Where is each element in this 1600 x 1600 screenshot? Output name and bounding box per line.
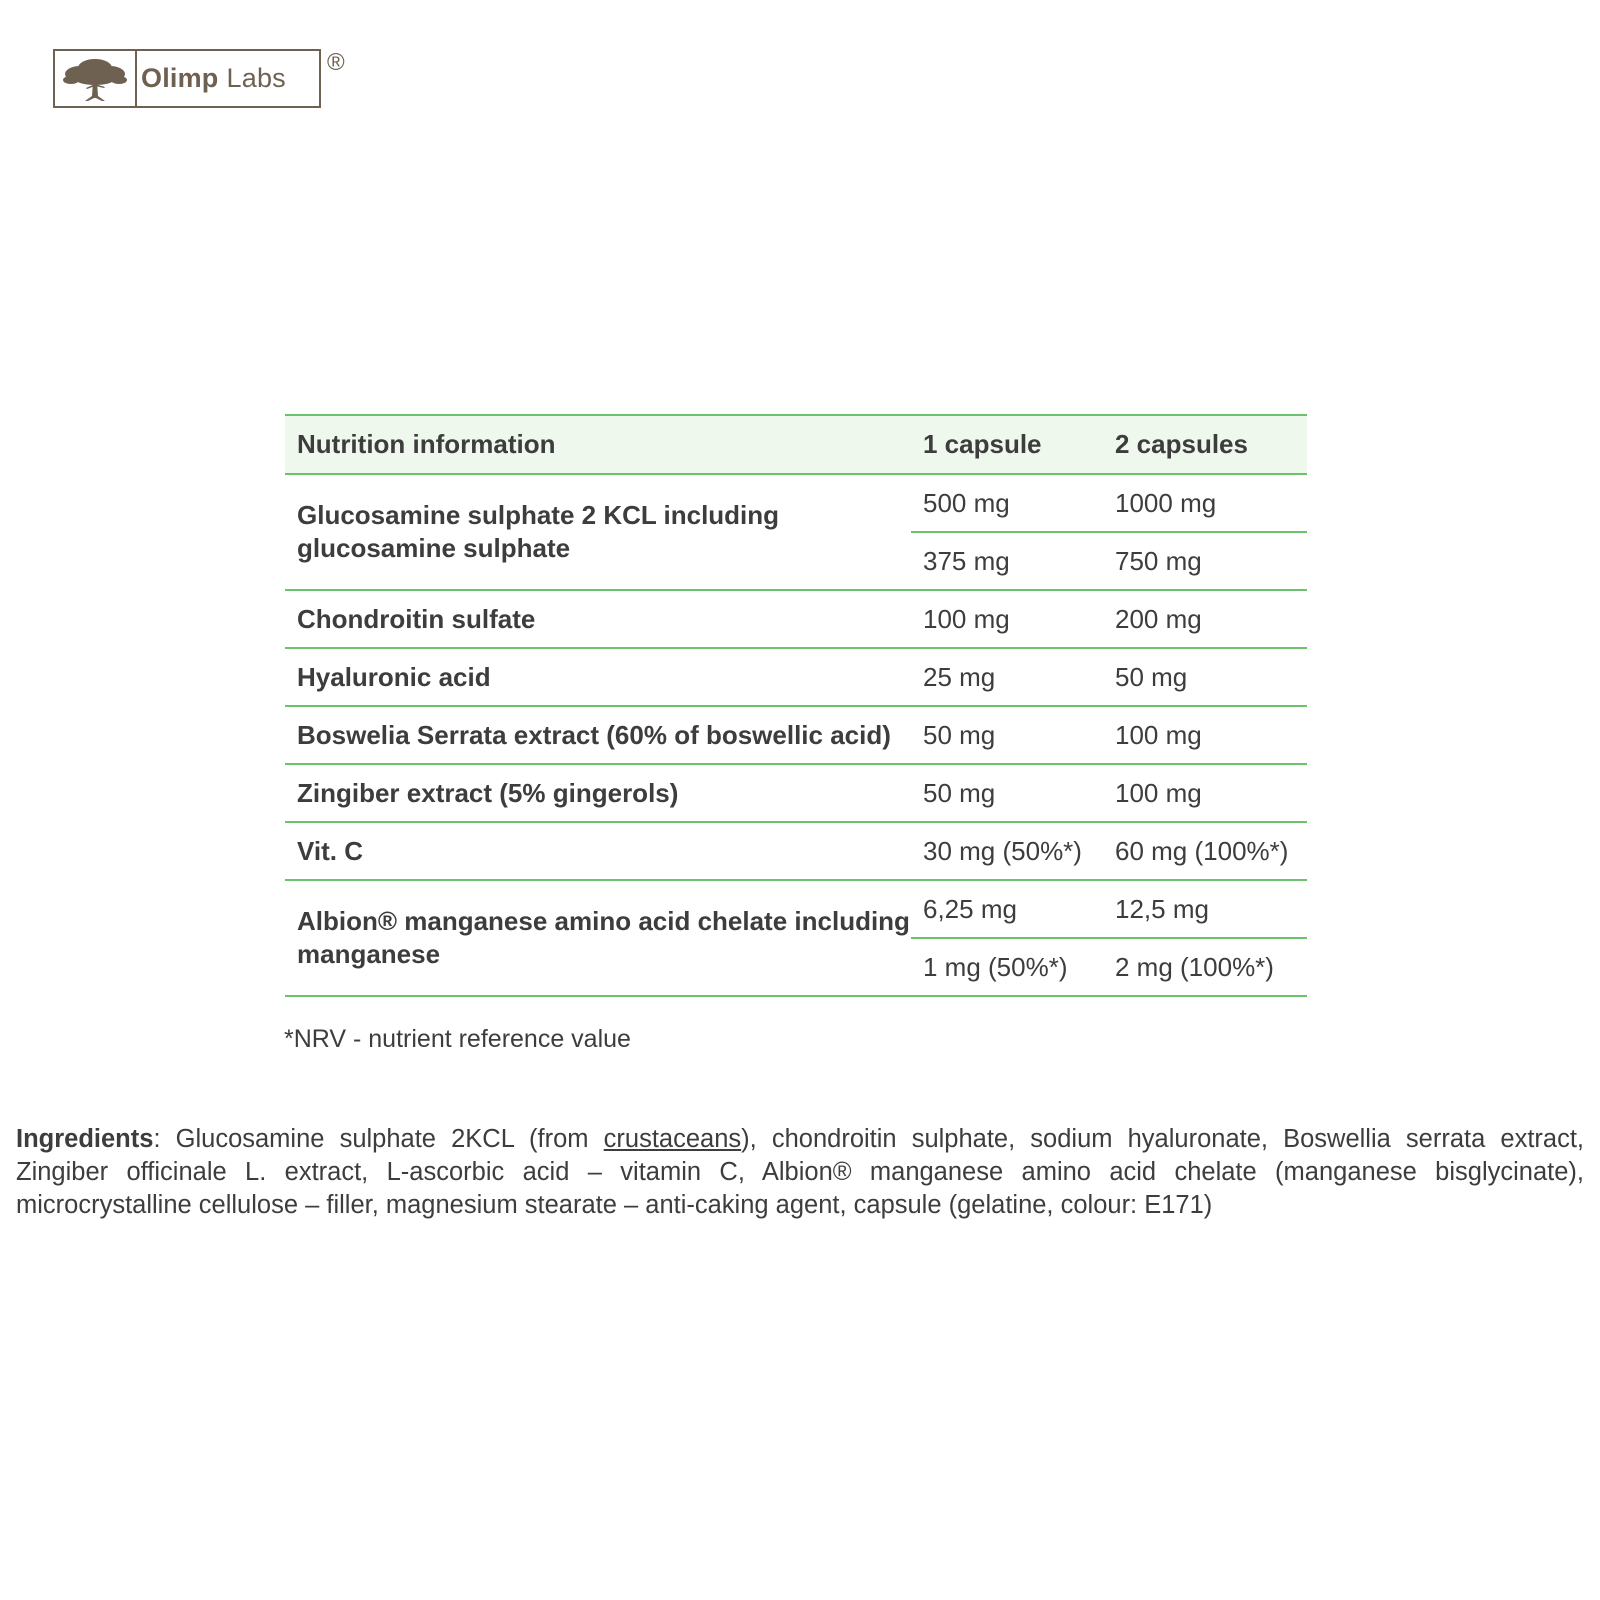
header-nutrition-information: Nutrition information [285,415,911,474]
value-1-capsule: 50 mg [911,764,1103,822]
brand-logo [53,49,321,108]
table-row [285,648,1307,706]
nutrient-name [285,474,911,590]
ingredients-text-before: : Glucosamine sulphate 2KCL (from [153,1124,604,1153]
value-2-capsules: 100 mg [1103,706,1307,764]
header-2-capsules: 2 capsules [1103,415,1307,474]
nutrient-name: Chondroitin sulfate [285,590,911,648]
allergen-crustaceans: crustaceans [603,1124,742,1153]
table-row [285,822,1307,880]
nutrient-name: Vit. C [285,822,911,880]
table-row [285,764,1307,822]
value-1-capsule: 100 mg [911,590,1103,648]
value-2-capsules: 200 mg [1103,590,1307,648]
value-2-capsules: 12,5 mg [1103,880,1307,938]
value-1-capsule: 30 mg (50%*) [911,822,1103,880]
nrv-footnote: *NRV - nutrient reference value [284,1025,631,1053]
table-header-row [285,415,1307,474]
value-1-capsule: 375 mg [911,532,1103,590]
value-2-capsules: 2 mg (100%*) [1103,938,1307,996]
header-1-capsule: 1 capsule [911,415,1103,474]
value-1-capsule: 500 mg [911,474,1103,532]
brand-name [137,51,319,106]
value-2-capsules: 100 mg [1103,764,1307,822]
nutrient-name: Hyaluronic acid [285,648,911,706]
table-row [285,590,1307,648]
value-1-capsule: 25 mg [911,648,1103,706]
nutrient-name: Boswelia Serrata extract (60% of boswellic acid) [285,706,911,764]
ingredients-text-after: ), chondroitin sulphate, sodium hyaluronate, Boswellia serrata extract, Zingiber officinale L. extract, L-ascorbic acid – vitamin C, Albion® manganese amino acid chelate (manganese bisglycinate), microcrystalline cellulose – filler, magnesium stearate – anti-caking agent, capsule (gelatine, colour: E171) [16,1124,1585,1219]
value-2-capsules: 50 mg [1103,648,1307,706]
value-2-capsules: 1000 mg [1103,474,1307,532]
tree-icon [55,51,137,106]
value-2-capsules: 750 mg [1103,532,1307,590]
nutrient-name [285,880,911,996]
value-1-capsule: 50 mg [911,706,1103,764]
brand-name-strong: Olimp [141,63,219,93]
ingredients-label: Ingredients [16,1124,154,1153]
registered-mark: ® [327,49,345,76]
value-1-capsule: 6,25 mg [911,880,1103,938]
nutrient-name-text: Albion® manganese amino acid chelate including manganese [297,906,910,969]
table-row [285,474,1307,532]
table-row [285,706,1307,764]
nutrition-table [285,414,1307,997]
brand-name-light: Labs [226,63,286,93]
value-2-capsules: 60 mg (100%*) [1103,822,1307,880]
value-1-capsule: 1 mg (50%*) [911,938,1103,996]
table-row [285,880,1307,938]
nutrient-name: Zingiber extract (5% gingerols) [285,764,911,822]
ingredients-paragraph [16,1123,1584,1222]
nutrient-name-text: Glucosamine sulphate 2 KCL including glucosamine sulphate [297,500,780,563]
